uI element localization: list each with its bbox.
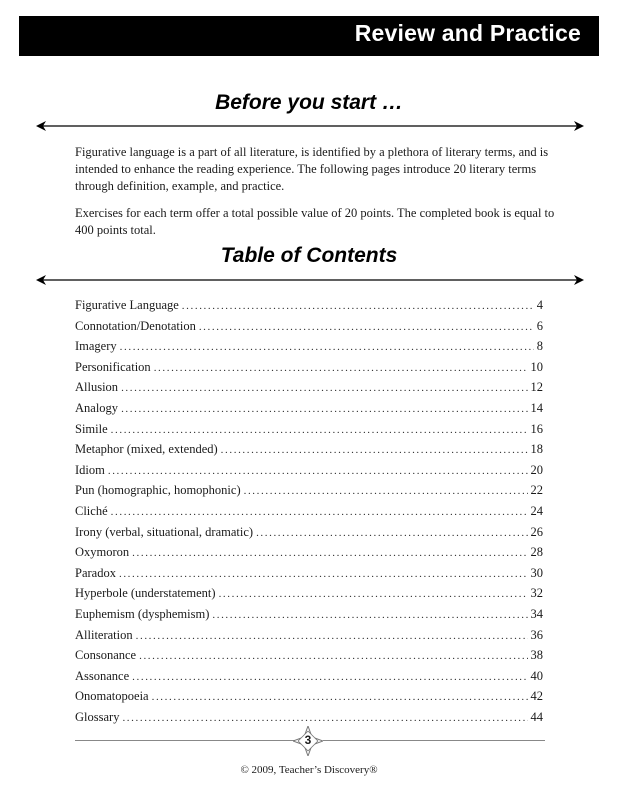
footer-divider-right bbox=[323, 740, 545, 741]
toc-entry-title: Allusion bbox=[75, 380, 119, 395]
toc-entry-title: Cliché bbox=[75, 503, 108, 518]
toc-entry-title: Glossary bbox=[75, 709, 120, 724]
toc-entry-page: 26 bbox=[530, 524, 543, 539]
toc-entry-page: 14 bbox=[530, 400, 543, 415]
dot-leader bbox=[139, 650, 527, 662]
dot-leader bbox=[212, 609, 527, 621]
toc-entry-page: 30 bbox=[530, 565, 543, 580]
footer-divider-left bbox=[75, 740, 295, 741]
toc-entry[interactable] bbox=[75, 483, 543, 504]
toc-entry[interactable] bbox=[75, 504, 543, 525]
dot-leader bbox=[121, 403, 527, 415]
toc-entry-title: Onomatopoeia bbox=[75, 689, 149, 704]
table-of-contents bbox=[75, 298, 543, 730]
toc-entry-title: Hyperbole (understatement) bbox=[75, 586, 216, 601]
toc-entry[interactable] bbox=[75, 360, 543, 381]
toc-entry-page: 40 bbox=[530, 668, 543, 683]
toc-entry-page: 44 bbox=[530, 709, 543, 724]
copyright-notice: © 2009, Teacher’s Discovery® bbox=[240, 764, 378, 776]
toc-entry-page: 10 bbox=[530, 359, 543, 374]
toc-entry[interactable] bbox=[75, 422, 543, 443]
toc-entry-page: 4 bbox=[536, 298, 543, 312]
dot-leader bbox=[132, 671, 527, 683]
toc-entry-title: Pun (homographic, homophonic) bbox=[75, 483, 241, 498]
toc-entry[interactable] bbox=[75, 401, 543, 422]
page-number: 3 bbox=[304, 733, 312, 747]
toc-entry-title: Alliteration bbox=[75, 627, 133, 642]
table-of-contents-heading: Table of Contents bbox=[220, 244, 398, 267]
toc-entry-page: 32 bbox=[530, 586, 543, 601]
dot-leader bbox=[152, 691, 528, 703]
intro-paragraph-2: Exercises for each term offer a total possible value of 20 points. The completed book is equal to 400 points total. bbox=[75, 206, 555, 237]
toc-entry[interactable] bbox=[75, 339, 543, 360]
toc-entry-page: 42 bbox=[530, 689, 543, 704]
toc-entry-page: 22 bbox=[530, 483, 543, 498]
toc-entry[interactable] bbox=[75, 628, 543, 649]
toc-entry-title: Oxymoron bbox=[75, 545, 130, 560]
toc-entry-title: Connotation/Denotation bbox=[75, 318, 196, 333]
toc-entry-title: Paradox bbox=[75, 565, 116, 580]
toc-entry[interactable] bbox=[75, 463, 543, 484]
toc-entry-title: Personification bbox=[75, 359, 151, 374]
toc-entry[interactable] bbox=[75, 298, 543, 319]
toc-entry-title: Irony (verbal, situational, dramatic) bbox=[75, 524, 254, 539]
dot-leader bbox=[244, 485, 528, 497]
toc-entry-page: 38 bbox=[530, 648, 543, 663]
toc-entry-page: 36 bbox=[530, 627, 543, 642]
toc-entry-page: 8 bbox=[536, 339, 543, 354]
page-title: Review and Practice bbox=[354, 20, 581, 46]
toc-entry-title: Simile bbox=[75, 421, 108, 436]
toc-entry[interactable] bbox=[75, 669, 543, 690]
dot-leader bbox=[182, 300, 534, 312]
toc-entry-page: 6 bbox=[536, 318, 543, 333]
toc-entry-page: 18 bbox=[530, 442, 543, 457]
toc-entry[interactable] bbox=[75, 607, 543, 628]
toc-entry[interactable] bbox=[75, 586, 543, 607]
toc-entry-title: Assonance bbox=[75, 668, 130, 683]
toc-entry-title: Euphemism (dysphemism) bbox=[75, 606, 210, 621]
toc-entry[interactable] bbox=[75, 648, 543, 669]
toc-entry[interactable] bbox=[75, 545, 543, 566]
toc-entry-title: Figurative Language bbox=[75, 298, 179, 312]
toc-entry[interactable] bbox=[75, 319, 543, 340]
dot-leader bbox=[256, 527, 527, 539]
toc-entry-page: 28 bbox=[530, 545, 543, 560]
toc-entry-title: Analogy bbox=[75, 400, 119, 415]
intro-paragraph-1: Figurative language is a part of all literature, is identified by a plethora of literary terms, and is intended to enhance the reading experience. The following pages introduce 20 literary terms through definition, example, and practice. bbox=[75, 145, 549, 193]
toc-entry-page: 34 bbox=[530, 606, 543, 621]
toc-entry-title: Metaphor (mixed, extended) bbox=[75, 442, 218, 457]
toc-entry-title: Consonance bbox=[75, 648, 137, 663]
dot-leader bbox=[219, 588, 528, 600]
before-you-start-heading: Before you start … bbox=[215, 91, 403, 114]
dot-leader bbox=[122, 712, 527, 724]
toc-entry[interactable] bbox=[75, 525, 543, 546]
toc-entry[interactable] bbox=[75, 380, 543, 401]
dot-leader bbox=[111, 424, 528, 436]
toc-entry-page: 24 bbox=[530, 503, 543, 518]
double-arrow-rule bbox=[36, 274, 584, 286]
toc-entry[interactable] bbox=[75, 689, 543, 710]
toc-entry-title: Idiom bbox=[75, 462, 105, 477]
dot-leader bbox=[111, 506, 528, 518]
dot-leader bbox=[121, 382, 527, 394]
header-bar bbox=[19, 16, 599, 56]
dot-leader bbox=[132, 547, 527, 559]
toc-entry-page: 20 bbox=[530, 462, 543, 477]
toc-entry-title: Imagery bbox=[75, 339, 117, 354]
toc-entry-page: 16 bbox=[530, 421, 543, 436]
double-arrow-rule bbox=[36, 120, 584, 132]
dot-leader bbox=[221, 444, 528, 456]
toc-entry[interactable] bbox=[75, 442, 543, 463]
dot-leader bbox=[108, 465, 528, 477]
dot-leader bbox=[119, 568, 528, 580]
toc-entry-page: 12 bbox=[530, 380, 543, 395]
dot-leader bbox=[199, 321, 534, 333]
toc-entry[interactable] bbox=[75, 566, 543, 587]
dot-leader bbox=[120, 341, 534, 353]
dot-leader bbox=[154, 362, 528, 374]
dot-leader bbox=[136, 630, 528, 642]
